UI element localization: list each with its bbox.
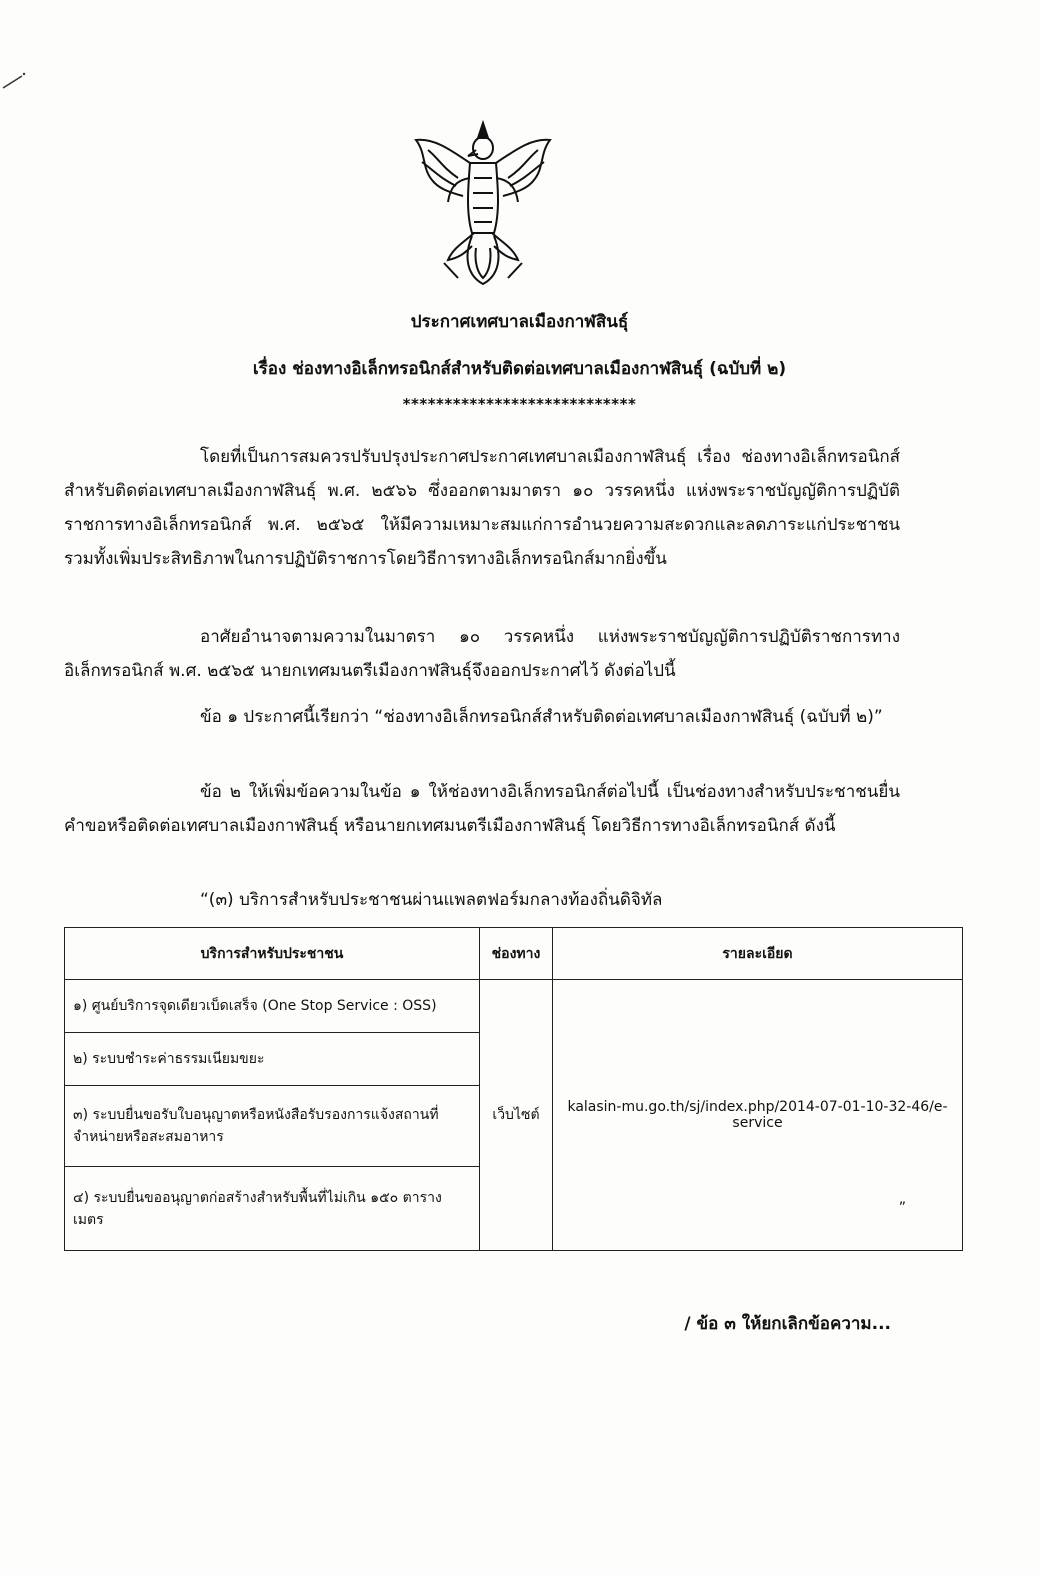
scan-mark <box>2 70 26 90</box>
document-title: ประกาศเทศบาลเมืองกาฬสินธุ์ <box>410 312 629 332</box>
header-detail: รายละเอียด <box>553 928 963 980</box>
channel-website: เว็บไซต์ <box>480 980 553 1251</box>
detail-url <box>553 980 963 1251</box>
paragraph-clause-2: ข้อ ๒ ให้เพิ่มข้อความในข้อ ๑ ให้ช่องทางอิเล็กทรอนิกส์ต่อไปนี้ เป็นช่องทางสำหรับประชาชนยื่นคำขอหรือติดต่อเทศบาลเมืองกาฬสินธุ์ หรือนายกเทศมนตรีเมืองกาฬสินธุ์ โดยวิธีการทางอิเล็กทรอนิกส์ ดังนี้ <box>64 782 900 836</box>
service-food-license: ๓) ระบบยื่นขอรับใบอนุญาตหรือหนังสือรับรองการแจ้งสถานที่จำหน่ายหรือสะสมอาหาร <box>65 1086 480 1167</box>
service-building-permit: ๔) ระบบยื่นขออนุญาตก่อสร้างสำหรับพื้นที่ไม่เกิน ๑๕๐ ตารางเมตร <box>65 1167 480 1251</box>
continuation-note: / ข้อ ๓ ให้ยกเลิกข้อความ... <box>684 1314 891 1334</box>
service-waste-fee: ๒) ระบบชำระค่าธรรมเนียมขยะ <box>65 1033 480 1086</box>
header-service: บริการสำหรับประชาชน <box>65 928 480 980</box>
separator: **************************** <box>402 395 637 413</box>
closing-quote: ” <box>898 1200 906 1216</box>
document-subject: เรื่อง ช่องทางอิเล็กทรอนิกส์สำหรับติดต่อเทศบาลเมืองกาฬสินธุ์ (ฉบับที่ ๒) <box>252 359 787 379</box>
subheading-digital-platform: “(๓) บริการสำหรับประชาชนผ่านแพลตฟอร์มกลางท้องถิ่นดิจิทัล <box>200 890 663 910</box>
header-channel: ช่องทาง <box>480 928 553 980</box>
garuda-emblem-icon <box>408 118 558 288</box>
paragraph-clause-1: ข้อ ๑ ประกาศนี้เรียกว่า “ช่องทางอิเล็กทรอนิกส์สำหรับติดต่อเทศบาลเมืองกาฬสินธุ์ (ฉบับที่ ๒)” <box>200 707 883 727</box>
service-oss: ๑) ศูนย์บริการจุดเดียวเบ็ดเสร็จ (One Stop Service : OSS) <box>65 980 480 1033</box>
paragraph-authority: อาศัยอำนาจตามความในมาตรา ๑๐ วรรคหนึ่ง แห่งพระราชบัญญัติการปฏิบัติราชการทางอิเล็กทรอนิกส์ พ.ศ. ๒๕๖๕ นายกเทศมนตรีเมืองกาฬสินธุ์จึงออกประกาศไว้ ดังต่อไปนี้ <box>64 627 900 681</box>
paragraph-preamble: โดยที่เป็นการสมควรปรับปรุงประกาศประกาศเทศบาลเมืองกาฬสินธุ์ เรื่อง ช่องทางอิเล็กทรอนิกส์สำหรับติดต่อเทศบาลเมืองกาฬสินธุ์ พ.ศ. ๒๕๖๖ ซึ่งออกตามมาตรา ๑๐ วรรคหนึ่ง แห่งพระราชบัญญัติการปฏิบัติราชการทางอิเล็กทรอนิกส์ พ.ศ. ๒๕๖๕ ให้มีความเหมาะสมแก่การอำนวยความสะดวกและลดภาระแก่ประชาชน รวมทั้งเพิ่มประสิทธิภาพในการปฏิบัติราชการโดยวิธีการทางอิเล็กทรอนิกส์มากยิ่งขึ้น <box>64 447 900 569</box>
services-table <box>64 927 963 1251</box>
table-header-row <box>65 928 963 980</box>
table-row <box>65 980 963 1033</box>
detail-url-text: kalasin-mu.go.th/sj/index.php/2014-07-01-10-32-46/e-service <box>567 1099 948 1131</box>
